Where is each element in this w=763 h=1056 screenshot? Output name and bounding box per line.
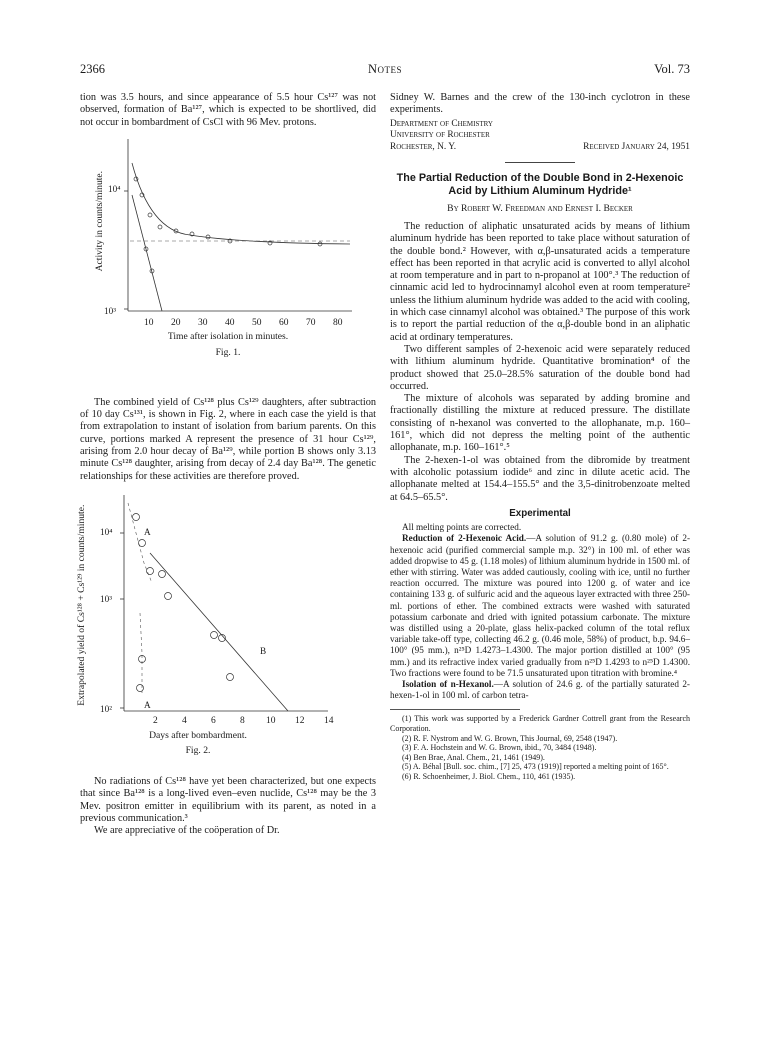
footnote: (2) R. F. Nystrom and W. G. Brown, This Journal, 69, 2548 (1947).: [402, 733, 618, 743]
acknowledgment: Sidney W. Barnes and the crew of the 130-inch cyclotron in these experiments.: [390, 92, 690, 116]
fig1-point: [158, 225, 162, 229]
paragraph: The 2-hexen-1-ol was obtained from the dibromide by treatment with alcoholic potassium iodide⁶ and zinc in dilute acetic acid. The allophanate melted at 154.4–155.5° and the 3,5-dinitrobenzoate melted at 64.5–65.5°.: [390, 454, 690, 503]
page-number: 2366: [80, 62, 105, 76]
fig2-point: [211, 631, 218, 638]
fig2-xtick: 14: [324, 715, 334, 726]
paragraph-body: —A solution of 24.6 g. of the partially saturated 2-hexen-1-ol in 100 ml. of carbon tetra-: [390, 678, 690, 701]
fig2-point: [137, 684, 144, 691]
fig1-short-component: [132, 195, 162, 311]
fig1-decay-curve: [132, 163, 350, 244]
paragraph: The combined yield of Cs¹²⁸ plus Cs¹²⁹ daughters, after subtraction of 10 day Cs¹³¹, is shown in Fig. 2, where in each case the yield is that from extrapolation to instant of isolation from barium parents. On this curve, portions marked A represent the presence of 31 hour Cs¹²⁹, arising from 2.0 hour decay of Ba¹²⁹, while portion B shows only 3.13 minute Cs¹²⁸ daughter, arising from decay of 2.4 day Ba¹²⁸. The genetic relationships for these activities are therefore proved.: [80, 396, 376, 482]
received-date: Received January 24, 1951: [583, 142, 690, 153]
experimental-section: [390, 522, 690, 701]
paragraph: The reduction of aliphatic unsaturated acids by means of lithium aluminum hydride has been reported to take place without saturation of the double bond.² However, with α,β-unsaturated acids a temperature effect has been reported in that acrylic acid is converted to allyl alcohol at room temperature and in part to n-propanol at 100°.³ The reduction of cinnamic acid led to hydrocinnamyl alcohol even at room temperature² unless the lithium aluminum hydride was added to the acid with cooling, in which case cinnamyl alcohol was obtained.³ The purpose of this work is to report the partial reduction of the α,β-double bond in an aliphatic acid at ordinary temperatures.: [390, 221, 690, 343]
fig1-ytick-10e3: 10³: [104, 305, 116, 316]
article-title: The Partial Reduction of the Double Bond in 2-Hexenoic Acid by Lithium Aluminum Hydride¹: [396, 171, 684, 197]
fig2-xtick: 6: [211, 715, 216, 726]
fig2-point: [147, 567, 154, 574]
figure-1: [80, 135, 376, 385]
fig2-xtick: 2: [153, 715, 158, 726]
figure-2: [75, 493, 376, 758]
fig1-points: [134, 177, 322, 273]
fig2-xtick: 12: [295, 715, 305, 726]
footnote: (3) F. A. Hochstein and W. G. Brown, ibid., 70, 3484 (1948).: [402, 743, 597, 753]
paragraph: tion was 3.5 hours, and since appearance of 5.5 hour Cs¹²⁷ was not observed, formation of Ba¹²⁷, which is expected to be shortlived, did not occur in bombardment of CsCl with 96 Mev. protons.: [80, 92, 376, 128]
paragraph: [390, 679, 690, 701]
footnote: (6) R. Schoenheimer, J. Biol. Chem., 110, 461 (1935).: [402, 771, 576, 781]
run-in-heading: Isolation of n-Hexanol.: [402, 678, 494, 689]
affiliation-university: University of Rochester: [390, 130, 490, 140]
left-column: [75, 92, 376, 837]
fig2-label-a: A: [144, 699, 151, 710]
run-in-heading: Reduction of 2-Hexenoic Acid.: [402, 533, 527, 544]
fig2-y-axis-title: Extrapolated yield of Cs¹²⁸ + Cs¹²⁹ in counts/minute.: [75, 504, 87, 706]
fig2-point: [133, 513, 140, 520]
fig2-point: [139, 539, 146, 546]
received-line: [390, 141, 690, 153]
footnotes: [390, 714, 690, 781]
paragraph: The mixture of alcohols was separated by adding bromine and fractionally distilling the mixture at reduced pressure. The distillate consisting of n-hexanol was converted to the allophanate, m.p. 160–161°, which did not depress the melting point of the authentic allophanate, m.p. 160–161°.⁵: [390, 393, 690, 454]
fig2-xtick: 4: [182, 715, 187, 726]
fig2-point: [227, 673, 234, 680]
fig1-point: [148, 213, 152, 217]
experimental-heading: Experimental: [509, 507, 571, 519]
paragraph: Two different samples of 2-hexenoic acid were separately reduced with lithium aluminum hydride. Quantitative bromination⁴ of the product showed that 25.0–28.5% saturation of the double bond had occurred.: [390, 343, 690, 392]
right-column: [390, 92, 690, 782]
volume-label: Vol. 73: [654, 62, 690, 76]
fig2-xtick: 10: [266, 715, 276, 726]
paragraph: All melting points are corrected.: [402, 522, 522, 533]
fig1-xtick: 60: [279, 317, 289, 328]
paragraph: [390, 533, 690, 679]
fig2-ytick-10e2: 10²: [100, 703, 112, 714]
fig2-point: [159, 570, 166, 577]
fig2-ytick-10e4: 10⁴: [100, 526, 113, 537]
fig1-x-axis-title: Time after isolation in minutes.: [167, 330, 289, 342]
fig2-trend-line: [150, 553, 288, 711]
fig2-caption: Fig. 2.: [185, 744, 211, 756]
fig1-xtick: 80: [333, 317, 343, 328]
paragraph: No radiations of Cs¹²⁸ have yet been characterized, but one expects that since Ba¹²⁸ is a long-lived even–even nuclide, Cs¹²⁸ may be the 3 Mev. positron emitter in equilibrium with its parent, as noted in a previous communication.³: [80, 775, 376, 824]
fig2-label-a: A: [144, 526, 151, 537]
fig2-dashed-curve-a: [128, 503, 152, 583]
fig1-xtick: 30: [198, 317, 208, 328]
fig1-caption: Fig. 1.: [215, 346, 241, 358]
paragraph: We are appreciative of the coöperation of Dr.: [94, 825, 280, 837]
fig1-point: [268, 241, 272, 245]
footnote: (4) Ben Brae, Anal. Chem., 21, 1461 (1949).: [402, 752, 545, 762]
footnote: (1) This work was supported by a Frederick Gardner Cottrell grant from the Research Corporation.: [390, 714, 690, 733]
fig2-xtick: 8: [240, 715, 245, 726]
divider: [505, 162, 575, 163]
fig1-xtick: 70: [306, 317, 316, 328]
fig2-x-axis-title: Days after bombardment.: [149, 729, 247, 741]
fig2-point: [165, 592, 172, 599]
fig1-plot: [80, 135, 376, 345]
fig1-xtick: 10: [144, 317, 154, 328]
fig2-label-b: B: [260, 645, 267, 656]
affiliation-city: Rochester, N. Y.: [390, 142, 457, 153]
section-title: Notes: [367, 62, 403, 76]
fig2-dashed-curve-a2: [140, 613, 142, 693]
fig1-xtick: 50: [252, 317, 262, 328]
footnote-divider: [390, 709, 520, 710]
byline: By Robert W. Freedman and Ernest I. Becker: [447, 202, 633, 214]
fig1-ytick-10e4: 10⁴: [108, 183, 121, 194]
fig1-xtick: 40: [225, 317, 235, 328]
fig2-plot: [80, 493, 376, 723]
affiliation-dept: Department of Chemistry: [390, 118, 493, 129]
fig2-ytick-10e3: 10³: [100, 593, 112, 604]
fig2-points: [133, 513, 234, 691]
fig1-y-axis-title: Activity in counts/minute.: [93, 170, 105, 272]
footnote: (5) A. Béhal [Bull. soc. chim., [7] 25, 473 (1919)] reported a melting point of 165°.: [402, 762, 669, 772]
paragraph-body: —A solution of 91.2 g. (0.80 mole) of 2-hexenoic acid (purified commercial sample m.p. 32°) in 100 ml. of ether was added dropwise to 45 g. (1.18 moles) of lithium aluminum hydride in 1500 ml. of ether with stirring. Water was added cautiously, cooling with ice, until no further reaction occurred. The mixture was poured into 1200 g. of water and ice containing 133 g. of sulfuric acid and the aqueous layer extracted with three 250-ml. portions of ether. The combined extracts were washed with saturated potassium carbonate and dried with ignited potassium carbonate. The mixture was distilled using a 20-plate, glass helix-packed column of the total reflux variable take-off type, collecting 46.2 g. (0.46 mole, 58%) of product, b.p. 94.6–100° (95 mm.), n²⁵D 1.4273–1.4300. The major portion distilled at 100° (95 mm.) and its refractive index varied gradually from n²⁵D 1.4293 to n²⁵D 1.4300. Two fractions were found to be 71.5 unsaturated upon titration with bromine.⁴: [390, 533, 691, 678]
running-header: [80, 62, 690, 78]
fig1-xtick: 20: [171, 317, 181, 328]
